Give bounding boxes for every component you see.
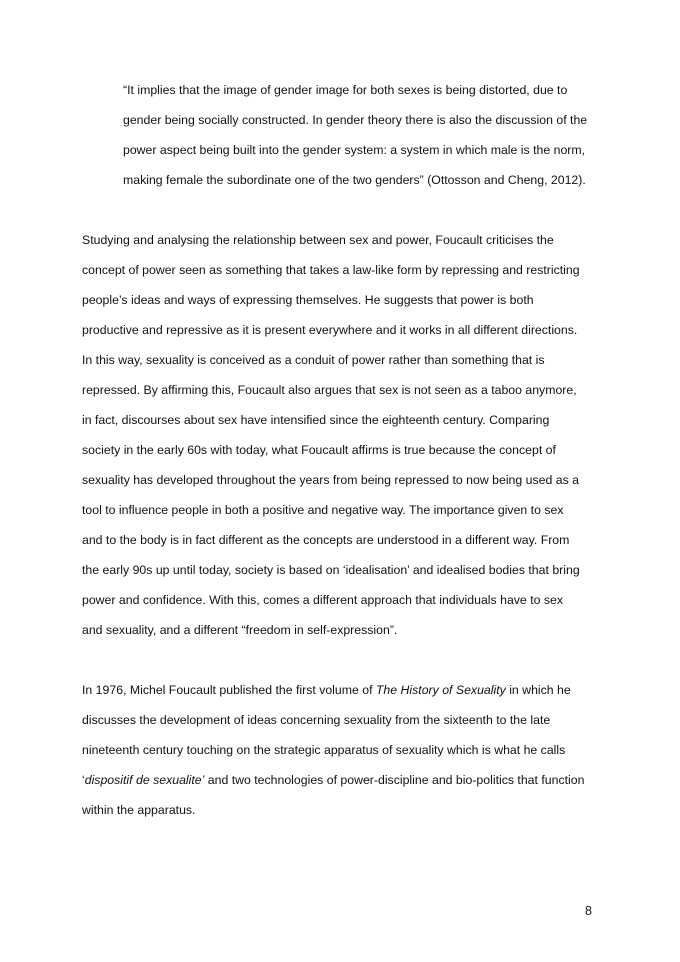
paragraph-line: In this way, sexuality is conceived as a conduit of power rather than something that is xyxy=(82,353,545,367)
body-paragraph-1 xyxy=(82,225,602,645)
paragraph-line: Studying and analysing the relationship between sex and power, Foucault criticises the xyxy=(82,233,554,247)
paragraph-line: tool to influence people in both a positive and negative way. The importance given to sex xyxy=(82,503,564,517)
paragraph-line: productive and repressive as it is present everywhere and it works in all different directions. xyxy=(82,323,578,337)
paragraph-line: nineteenth century touching on the strategic apparatus of sexuality which is what he calls xyxy=(82,743,566,757)
paragraph-line xyxy=(82,675,602,705)
paragraph-line: concept of power seen as something that takes a law-like form by repressing and restricting xyxy=(82,263,580,277)
paragraph-line: power and confidence. With this, comes a different approach that individuals have to sex xyxy=(82,593,563,607)
line-text: ‘ xyxy=(82,773,85,787)
paragraph-line: and to the body is in fact different as the concepts are understood in a different way. From xyxy=(82,533,570,547)
line-text: In 1976, Michel Foucault published the first volume of xyxy=(82,683,376,697)
paragraph-line: society in the early 60s with today, what Foucault affirms is true because the concept of xyxy=(82,443,556,457)
paragraph-line xyxy=(82,765,602,795)
block-quote xyxy=(123,75,603,195)
quote-line: “It implies that the image of gender image for both sexes is being distorted, due to xyxy=(123,83,568,97)
line-text: and two technologies of power-discipline and bio-politics that function xyxy=(204,773,585,787)
quote-line: power aspect being built into the gender system: a system in which male is the norm, xyxy=(123,143,586,157)
paragraph-line: people’s ideas and ways of expressing themselves. He suggests that power is both xyxy=(82,293,534,307)
book-title: The History of Sexuality xyxy=(375,683,506,697)
paragraph-line: the early 90s up until today, society is based on ‘idealisation’ and idealised bodies that bring xyxy=(82,563,580,577)
quote-line: making female the subordinate one of the two genders” (Ottosson and Cheng, 2012). xyxy=(123,173,586,187)
paragraph-line: repressed. By affirming this, Foucault also argues that sex is not seen as a taboo anymore, xyxy=(82,383,577,397)
quote-line: gender being socially constructed. In gender theory there is also the discussion of the xyxy=(123,113,588,127)
paragraph-line: and sexuality, and a different “freedom in self-expression”. xyxy=(82,623,398,637)
body-paragraph-2 xyxy=(82,675,602,825)
page-number: 8 xyxy=(585,904,592,918)
paragraph-line: in fact, discourses about sex have intensified since the eighteenth century. Comparing xyxy=(82,413,550,427)
italic-term: dispositif de sexualite’ xyxy=(84,773,205,787)
line-text: in which he xyxy=(505,683,571,697)
paragraph-line: discusses the development of ideas concerning sexuality from the sixteenth to the late xyxy=(82,713,551,727)
paragraph-line: within the apparatus. xyxy=(82,803,196,817)
paragraph-line: sexuality has developed throughout the years from being repressed to now being used as a xyxy=(82,473,579,487)
